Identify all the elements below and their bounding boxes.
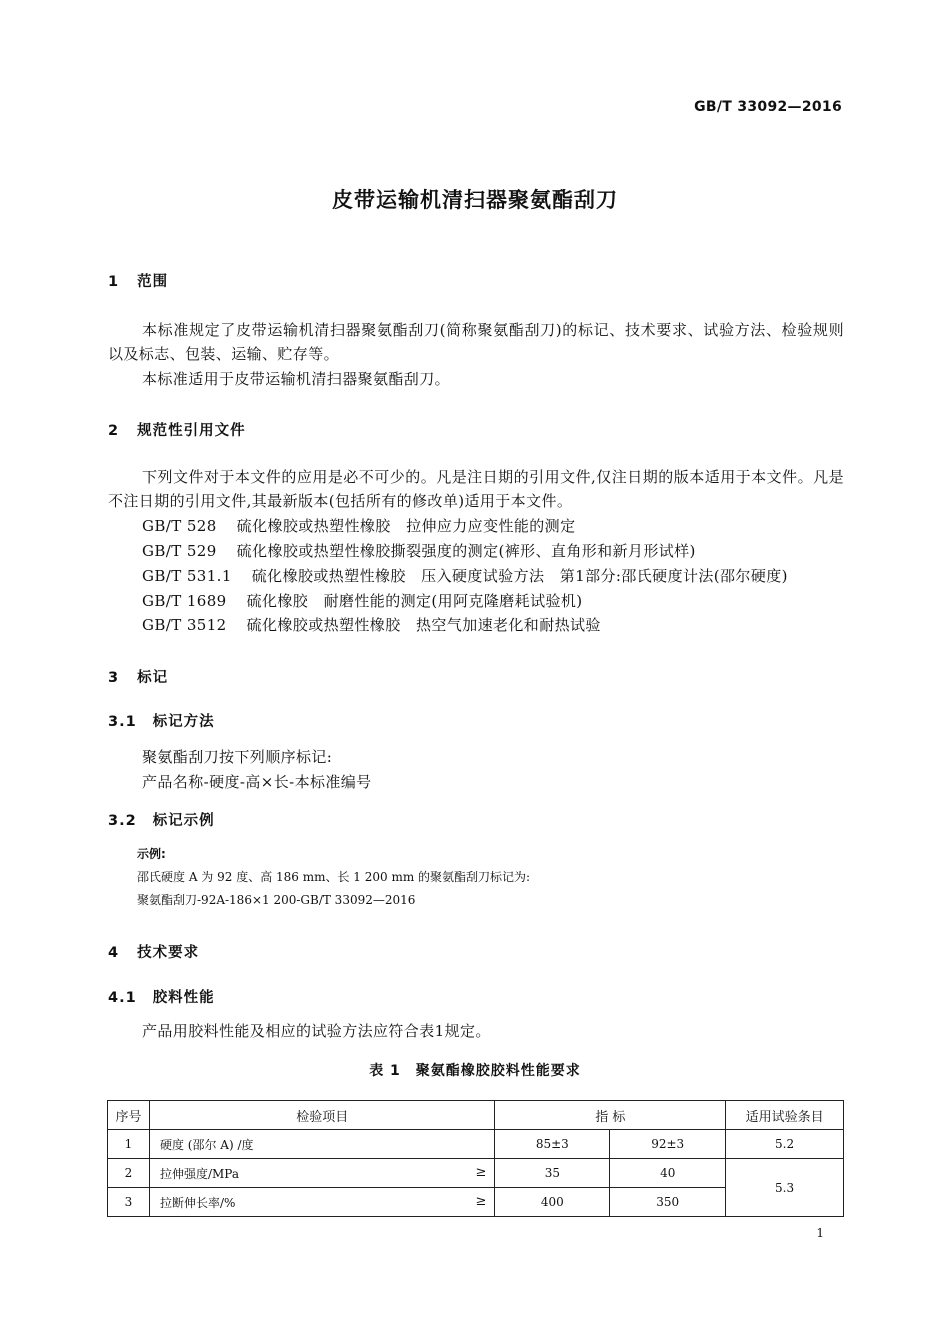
section-1-heading xyxy=(108,270,168,291)
cell-no: 1 xyxy=(108,1130,150,1159)
header-no: 序号 xyxy=(108,1101,150,1130)
cell-item xyxy=(149,1159,494,1188)
reference-title: 硫化橡胶或热塑性橡胶 拉伸应力应变性能的测定 xyxy=(236,517,576,535)
section-4-1-title: 胶料性能 xyxy=(152,990,215,1006)
section-4-title: 技术要求 xyxy=(137,945,200,961)
marking-method-line-2: 产品名称-硬度-高×长-本标准编号 xyxy=(142,773,372,791)
item-label: 硬度 (邵尔 A) /度 xyxy=(159,1137,254,1152)
header-item: 检验项目 xyxy=(149,1101,494,1130)
table-row xyxy=(108,1130,844,1159)
document-title: 皮带运输机清扫器聚氨酯刮刀 xyxy=(332,188,618,212)
properties-table xyxy=(107,1100,844,1217)
reference-item xyxy=(142,613,601,637)
section-2-paragraph-1: 下列文件对于本文件的应用是必不可少的。凡是注日期的引用文件,仅注日期的版本适用于本文件。凡是不注日期的引用文件,其最新版本(包括所有的修改单)适用于本文件。 xyxy=(108,468,844,510)
section-2-heading xyxy=(108,419,246,440)
section-3-number: 3 xyxy=(108,670,120,686)
header-clause: 适用试验条目 xyxy=(726,1101,844,1130)
section-1-paragraph-2: 本标准适用于皮带运输机清扫器聚氨酯刮刀。 xyxy=(142,370,451,388)
reference-item xyxy=(142,539,696,563)
section-3-1-title: 标记方法 xyxy=(152,714,215,730)
section-2-title: 规范性引用文件 xyxy=(137,423,246,439)
item-label: 拉断伸长率/% xyxy=(159,1195,236,1210)
cell-clause: 5.3 xyxy=(726,1159,844,1217)
comparison-symbol: ≥ xyxy=(475,1165,487,1180)
cell-value-1: 85±3 xyxy=(495,1130,610,1159)
reference-title: 硫化橡胶 耐磨性能的测定(用阿克隆磨耗试验机) xyxy=(246,592,583,610)
section-4-1-paragraph: 产品用胶料性能及相应的试验方法应符合表1规定。 xyxy=(142,1022,491,1040)
example-line-1: 邵氏硬度 A 为 92 度、高 186 mm、长 1 200 mm 的聚氨酯刮刀标记为: xyxy=(137,870,531,884)
cell-value-1: 400 xyxy=(495,1188,610,1217)
section-3-heading xyxy=(108,666,168,687)
section-3-1-heading xyxy=(108,710,215,731)
cell-value-2: 92±3 xyxy=(610,1130,726,1159)
cell-value-1: 35 xyxy=(495,1159,610,1188)
reference-code: GB/T 1689 xyxy=(142,592,227,610)
reference-item xyxy=(142,589,583,613)
table-row xyxy=(108,1159,844,1188)
reference-code: GB/T 528 xyxy=(142,517,217,535)
section-1-paragraph-1: 本标准规定了皮带运输机清扫器聚氨酯刮刀(简称聚氨酯刮刀)的标记、技术要求、试验方法、检验规则以及标志、包装、运输、贮存等。 xyxy=(108,321,844,363)
cell-item xyxy=(149,1130,494,1159)
section-4-1-number: 4.1 xyxy=(108,990,137,1006)
cell-no: 3 xyxy=(108,1188,150,1217)
section-4-number: 4 xyxy=(108,945,120,961)
section-4-1-heading xyxy=(108,986,215,1007)
section-3-2-heading xyxy=(108,809,215,830)
standard-code: GB/T 33092—2016 xyxy=(694,99,842,115)
reference-item xyxy=(142,514,575,538)
example-line-2: 聚氨酯刮刀-92A-186×1 200-GB/T 33092—2016 xyxy=(137,893,416,907)
comparison-symbol: ≥ xyxy=(475,1194,487,1209)
table-caption: 表 1 聚氨酯橡胶胶料性能要求 xyxy=(369,1063,581,1079)
section-2-number: 2 xyxy=(108,423,120,439)
section-3-1-number: 3.1 xyxy=(108,714,137,730)
page-number: 1 xyxy=(816,1226,824,1240)
section-3-title: 标记 xyxy=(137,670,169,686)
section-1-number: 1 xyxy=(108,274,120,290)
cell-no: 2 xyxy=(108,1159,150,1188)
section-3-2-title: 标记示例 xyxy=(152,813,215,829)
example-label: 示例: xyxy=(137,847,166,861)
reference-title: 硫化橡胶或热塑性橡胶撕裂强度的测定(裤形、直角形和新月形试样) xyxy=(236,542,696,560)
reference-item xyxy=(142,564,788,588)
item-label: 拉伸强度/MPa xyxy=(159,1166,239,1181)
reference-code: GB/T 529 xyxy=(142,542,217,560)
cell-value-2: 40 xyxy=(610,1159,726,1188)
reference-title: 硫化橡胶或热塑性橡胶 热空气加速老化和耐热试验 xyxy=(246,616,601,634)
table-header-row xyxy=(108,1101,844,1130)
reference-code: GB/T 3512 xyxy=(142,616,227,634)
cell-item xyxy=(149,1188,494,1217)
section-4-heading xyxy=(108,941,199,962)
header-index: 指 标 xyxy=(495,1101,726,1130)
cell-clause: 5.2 xyxy=(726,1130,844,1159)
section-3-2-number: 3.2 xyxy=(108,813,137,829)
cell-value-2: 350 xyxy=(610,1188,726,1217)
marking-method-line-1: 聚氨酯刮刀按下列顺序标记: xyxy=(142,748,333,766)
section-1-title: 范围 xyxy=(137,274,169,290)
reference-title: 硫化橡胶或热塑性橡胶 压入硬度试验方法 第1部分:邵氏硬度计法(邵尔硬度) xyxy=(251,567,788,585)
reference-code: GB/T 531.1 xyxy=(142,567,232,585)
